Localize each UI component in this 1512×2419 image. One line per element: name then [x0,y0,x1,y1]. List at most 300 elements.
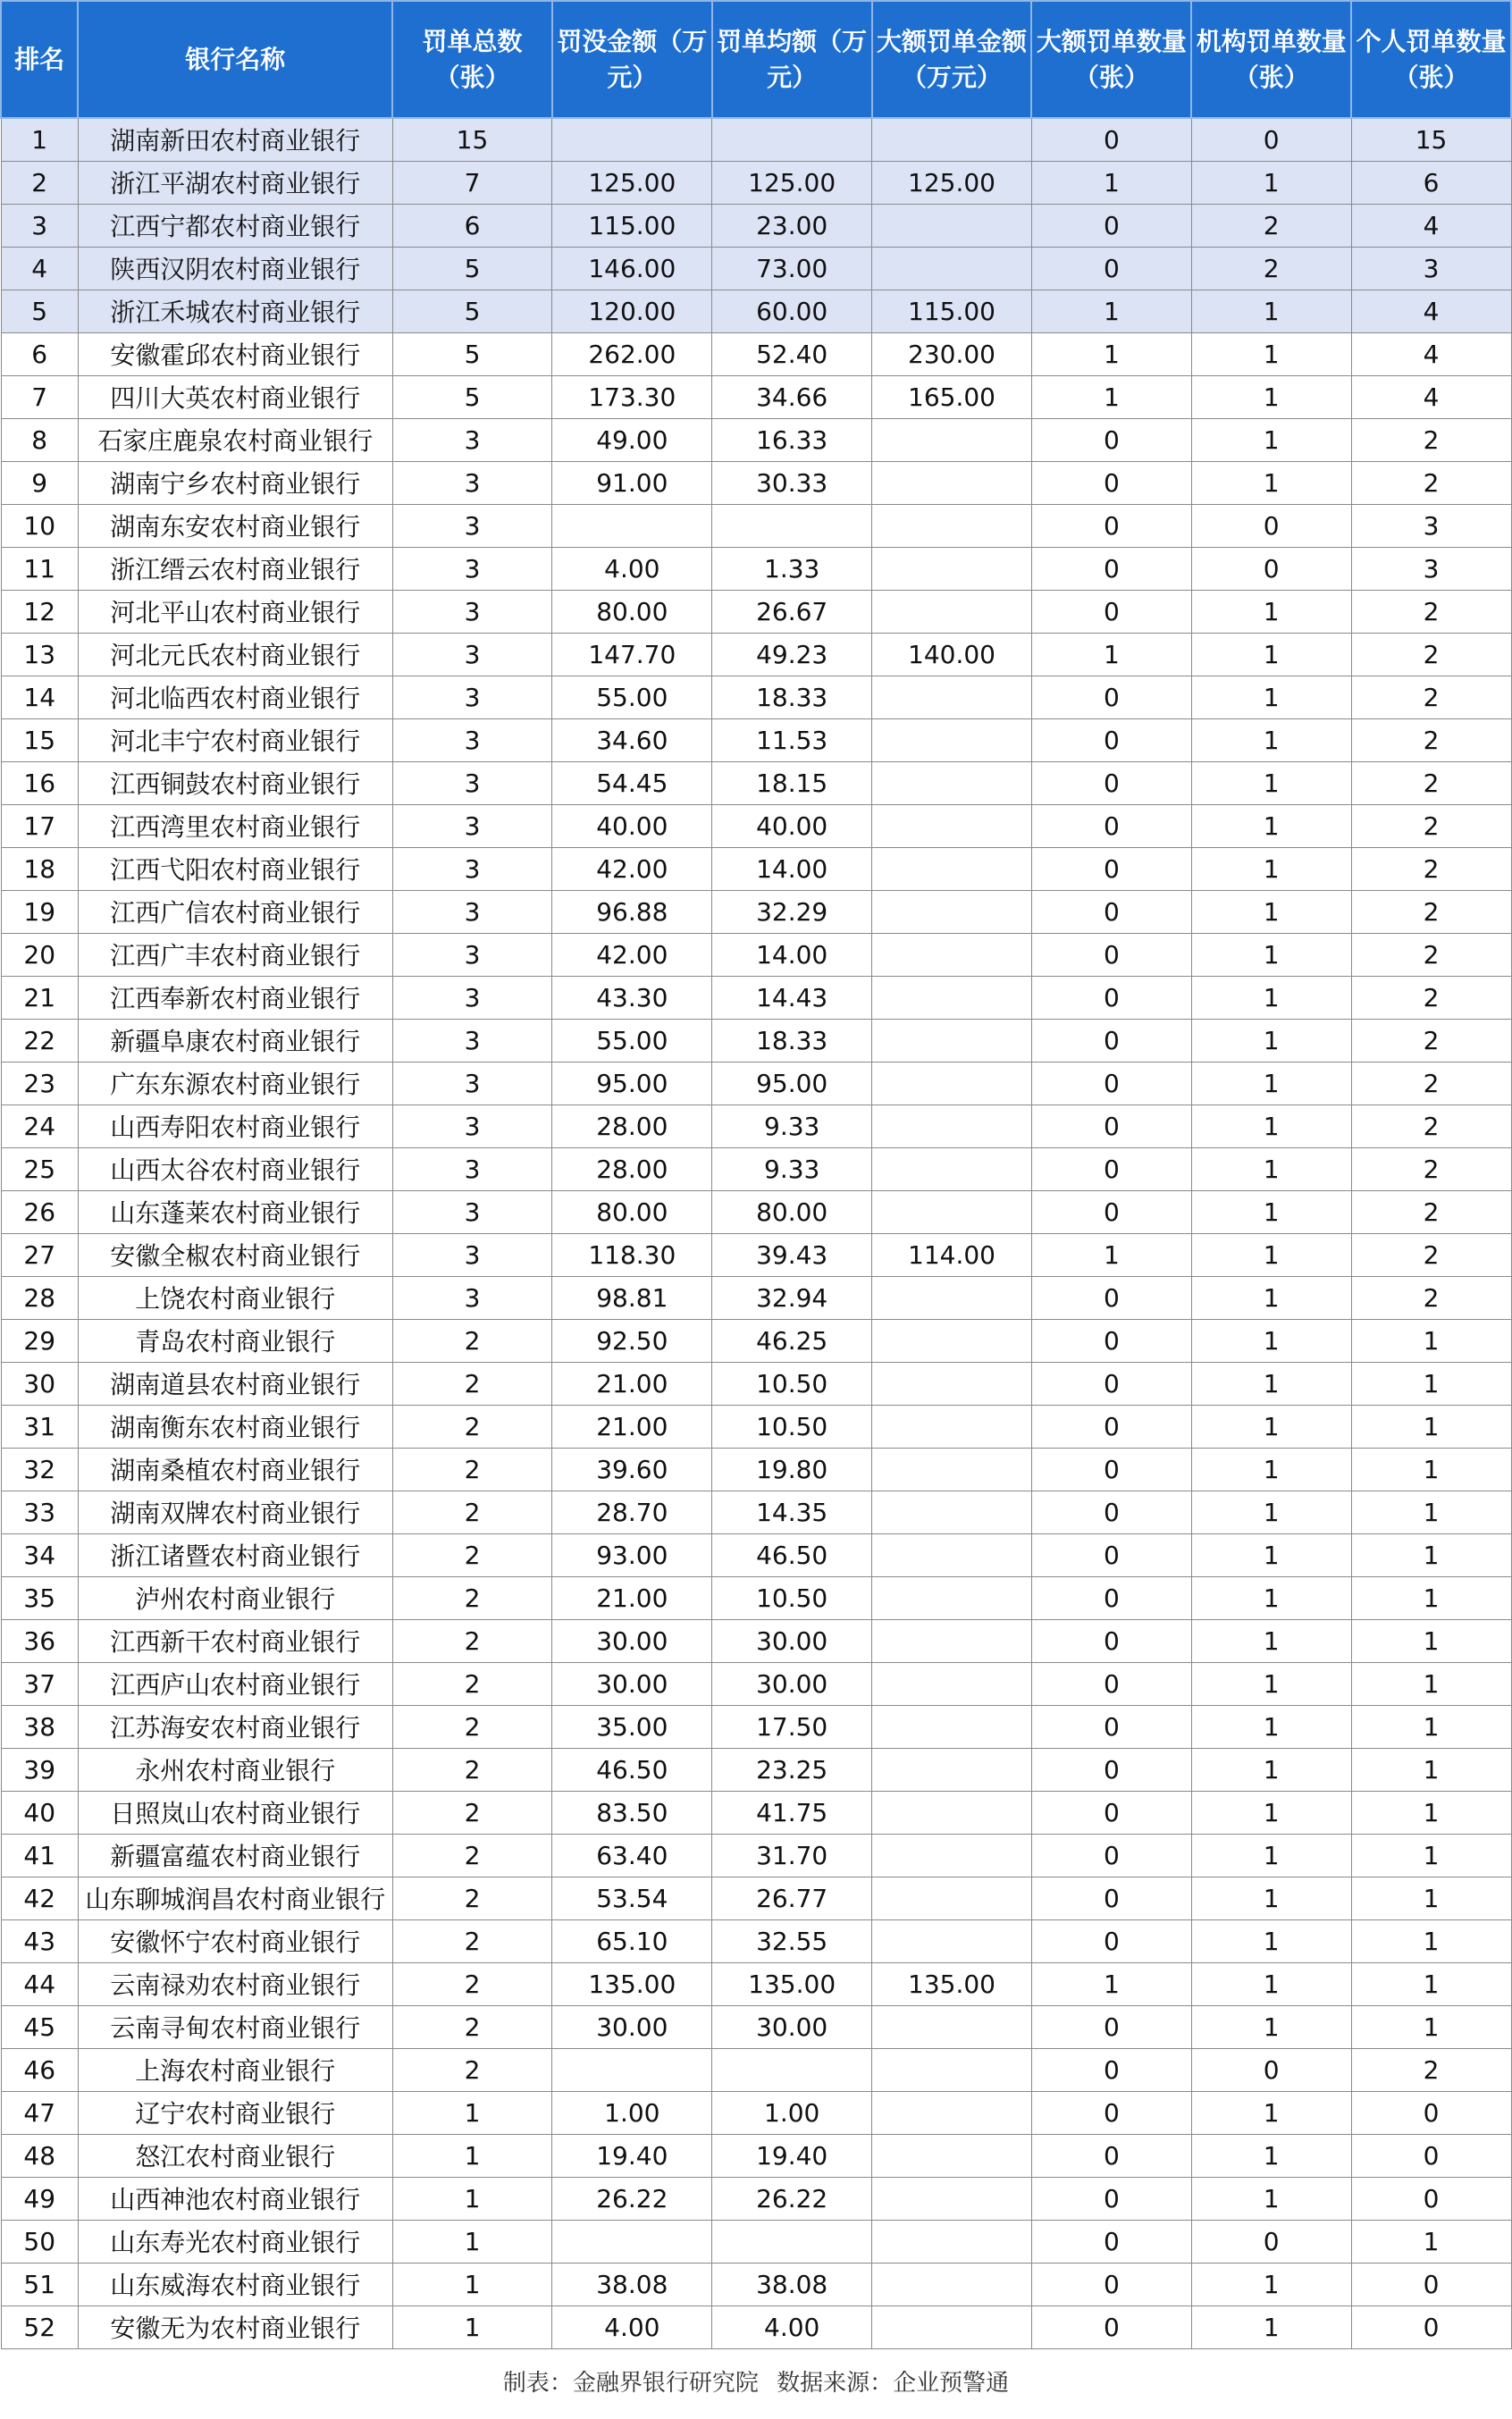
cell-large_amount [872,1533,1032,1576]
cell-person_count: 2 [1351,1276,1511,1319]
cell-rank: 44 [1,1962,78,2005]
cell-name: 辽宁农村商业银行 [78,2091,392,2134]
cell-person_count: 2 [1351,418,1511,461]
cell-large_amount [872,847,1032,890]
made-by-note: 制表：金融界银行研究院 [502,2370,759,2397]
table-row [1,676,1511,718]
cell-large_count: 0 [1031,1662,1191,1705]
cell-large_amount [872,2177,1032,2220]
cell-large_count: 0 [1031,1834,1191,1877]
cell-large_amount [872,1190,1032,1233]
cell-name: 江西广信农村商业银行 [78,890,392,933]
cell-large_count: 0 [1031,461,1191,504]
cell-rank: 31 [1,1405,78,1448]
cell-person_count: 0 [1351,2091,1511,2134]
cell-large_amount [872,1748,1032,1791]
table-row [1,1362,1511,1405]
cell-avg: 1.33 [712,547,872,590]
cell-total: 2 [392,1491,552,1533]
table-row [1,547,1511,590]
cell-avg: 18.33 [712,1019,872,1062]
table-row [1,718,1511,761]
cell-person_count: 0 [1351,2263,1511,2306]
cell-rank: 17 [1,804,78,847]
table-row [1,1105,1511,1147]
cell-avg: 11.53 [712,718,872,761]
cell-rank: 12 [1,590,78,633]
cell-avg: 40.00 [712,804,872,847]
cell-person_count: 2 [1351,676,1511,718]
cell-amount: 80.00 [552,590,712,633]
cell-name: 湖南双牌农村商业银行 [78,1491,392,1533]
cell-total: 2 [392,1962,552,2005]
cell-large_amount [872,1319,1032,1362]
cell-amount: 39.60 [552,1448,712,1491]
cell-org_count: 1 [1191,890,1351,933]
cell-org_count: 1 [1191,1190,1351,1233]
cell-rank: 49 [1,2177,78,2220]
cell-large_count: 0 [1031,1319,1191,1362]
cell-person_count: 15 [1351,118,1511,161]
cell-name: 安徽怀宁农村商业银行 [78,1919,392,1962]
cell-large_amount [872,1919,1032,1962]
table-row [1,1576,1511,1619]
cell-large_count: 0 [1031,1019,1191,1062]
cell-rank: 34 [1,1533,78,1576]
cell-person_count: 4 [1351,375,1511,418]
cell-name: 浙江禾城农村商业银行 [78,290,392,332]
cell-org_count: 1 [1191,375,1351,418]
cell-amount: 95.00 [552,1062,712,1105]
column-header-person_count: 个人罚单数量（张） [1351,1,1511,118]
cell-large_amount [872,1662,1032,1705]
cell-amount: 1.00 [552,2091,712,2134]
cell-rank: 6 [1,332,78,375]
cell-large_count: 1 [1031,290,1191,332]
cell-total: 1 [392,2177,552,2220]
cell-large_amount [872,1019,1032,1062]
cell-org_count: 1 [1191,1062,1351,1105]
table-row [1,1491,1511,1533]
cell-avg: 46.25 [712,1319,872,1362]
cell-total: 1 [392,2306,552,2348]
table-row [1,2177,1511,2220]
cell-org_count: 1 [1191,2306,1351,2348]
cell-total: 1 [392,2134,552,2177]
cell-person_count: 2 [1351,1019,1511,1062]
cell-large_count: 0 [1031,547,1191,590]
cell-large_count: 0 [1031,1619,1191,1662]
cell-large_amount [872,1576,1032,1619]
cell-org_count: 1 [1191,1619,1351,1662]
cell-large_amount [872,1877,1032,1919]
cell-amount: 83.50 [552,1791,712,1834]
cell-person_count: 3 [1351,247,1511,290]
cell-large_count: 0 [1031,1405,1191,1448]
cell-total: 5 [392,290,552,332]
cell-total: 2 [392,2048,552,2091]
cell-org_count: 1 [1191,2177,1351,2220]
cell-amount: 146.00 [552,247,712,290]
cell-amount: 21.00 [552,1576,712,1619]
cell-org_count: 1 [1191,1448,1351,1491]
cell-rank: 35 [1,1576,78,1619]
cell-total: 2 [392,1877,552,1919]
cell-rank: 45 [1,2005,78,2048]
table-row [1,1276,1511,1319]
cell-avg: 73.00 [712,247,872,290]
cell-name: 江西广丰农村商业银行 [78,933,392,976]
cell-name: 四川大英农村商业银行 [78,375,392,418]
cell-name: 怒江农村商业银行 [78,2134,392,2177]
cell-avg: 26.67 [712,590,872,633]
cell-amount: 21.00 [552,1362,712,1405]
cell-large_amount: 135.00 [872,1962,1032,2005]
cell-rank: 13 [1,633,78,676]
cell-large_count: 0 [1031,1919,1191,1962]
cell-org_count: 0 [1191,2048,1351,2091]
cell-org_count: 1 [1191,1147,1351,1190]
cell-large_count: 0 [1031,1877,1191,1919]
cell-avg [712,2220,872,2263]
cell-avg [712,118,872,161]
cell-rank: 52 [1,2306,78,2348]
cell-total: 3 [392,1062,552,1105]
cell-rank: 9 [1,461,78,504]
cell-person_count: 1 [1351,1834,1511,1877]
cell-large_count: 0 [1031,804,1191,847]
cell-total: 3 [392,761,552,804]
cell-total: 3 [392,590,552,633]
cell-rank: 50 [1,2220,78,2263]
cell-org_count: 0 [1191,2220,1351,2263]
table-row [1,2048,1511,2091]
cell-avg: 16.33 [712,418,872,461]
cell-avg: 10.50 [712,1405,872,1448]
table-row [1,204,1511,247]
cell-org_count: 2 [1191,247,1351,290]
cell-large_count: 0 [1031,1362,1191,1405]
cell-large_amount [872,1362,1032,1405]
cell-total: 7 [392,161,552,204]
cell-total: 3 [392,890,552,933]
cell-person_count: 4 [1351,204,1511,247]
table-row [1,1319,1511,1362]
cell-name: 石家庄鹿泉农村商业银行 [78,418,392,461]
cell-total: 3 [392,504,552,547]
cell-total: 2 [392,1576,552,1619]
cell-person_count: 3 [1351,504,1511,547]
cell-name: 山西太谷农村商业银行 [78,1147,392,1190]
cell-name: 浙江诸暨农村商业银行 [78,1533,392,1576]
cell-avg: 41.75 [712,1791,872,1834]
cell-large_amount: 114.00 [872,1233,1032,1276]
cell-amount: 19.40 [552,2134,712,2177]
cell-large_amount [872,1705,1032,1748]
cell-person_count: 1 [1351,1748,1511,1791]
cell-large_count: 0 [1031,890,1191,933]
cell-avg: 49.23 [712,633,872,676]
cell-large_count: 0 [1031,590,1191,633]
cell-amount: 28.00 [552,1147,712,1190]
cell-amount: 54.45 [552,761,712,804]
cell-total: 1 [392,2263,552,2306]
cell-amount: 42.00 [552,933,712,976]
cell-rank: 33 [1,1491,78,1533]
cell-person_count: 2 [1351,1190,1511,1233]
cell-rank: 1 [1,118,78,161]
cell-large_count: 0 [1031,1576,1191,1619]
cell-org_count: 1 [1191,461,1351,504]
cell-avg: 31.70 [712,1834,872,1877]
cell-rank: 51 [1,2263,78,2306]
cell-avg: 17.50 [712,1705,872,1748]
cell-large_amount [872,1147,1032,1190]
cell-name: 安徽全椒农村商业银行 [78,1233,392,1276]
cell-rank: 20 [1,933,78,976]
cell-name: 江西新干农村商业银行 [78,1619,392,1662]
cell-large_count: 0 [1031,1062,1191,1105]
cell-name: 浙江缙云农村商业银行 [78,547,392,590]
cell-rank: 32 [1,1448,78,1491]
table-footer [0,2348,1512,2419]
cell-amount: 93.00 [552,1533,712,1576]
cell-org_count: 1 [1191,1705,1351,1748]
cell-name: 江西奉新农村商业银行 [78,976,392,1019]
cell-rank: 25 [1,1147,78,1190]
cell-org_count: 1 [1191,1533,1351,1576]
table-row [1,2134,1511,2177]
cell-avg [712,2048,872,2091]
cell-amount: 55.00 [552,676,712,718]
column-header-amount: 罚没金额（万元） [552,1,712,118]
cell-amount: 38.08 [552,2263,712,2306]
cell-org_count: 2 [1191,204,1351,247]
cell-org_count: 1 [1191,1491,1351,1533]
table-row [1,504,1511,547]
cell-large_count: 0 [1031,504,1191,547]
cell-avg: 30.00 [712,1662,872,1705]
cell-rank: 5 [1,290,78,332]
cell-person_count: 4 [1351,290,1511,332]
column-header-avg: 罚单均额（万元） [712,1,872,118]
cell-name: 云南禄劝农村商业银行 [78,1962,392,2005]
cell-person_count: 1 [1351,1962,1511,2005]
table-row [1,1405,1511,1448]
cell-total: 3 [392,718,552,761]
table-row [1,1533,1511,1576]
cell-amount: 46.50 [552,1748,712,1791]
cell-amount: 30.00 [552,2005,712,2048]
cell-name: 江西铜鼓农村商业银行 [78,761,392,804]
cell-rank: 22 [1,1019,78,1062]
cell-large_amount [872,1619,1032,1662]
cell-name: 河北临西农村商业银行 [78,676,392,718]
cell-large_amount [872,890,1032,933]
cell-person_count: 1 [1351,1362,1511,1405]
table-row [1,247,1511,290]
cell-name: 陕西汉阴农村商业银行 [78,247,392,290]
cell-org_count: 1 [1191,1276,1351,1319]
column-header-large_count: 大额罚单数量（张） [1031,1,1191,118]
cell-org_count: 0 [1191,547,1351,590]
cell-name: 新疆富蕴农村商业银行 [78,1834,392,1877]
cell-large_count: 0 [1031,2134,1191,2177]
cell-total: 2 [392,2005,552,2048]
cell-amount: 28.00 [552,1105,712,1147]
cell-person_count: 0 [1351,2134,1511,2177]
cell-amount: 26.22 [552,2177,712,2220]
cell-rank: 3 [1,204,78,247]
table-row [1,847,1511,890]
cell-avg: 32.29 [712,890,872,933]
cell-large_amount [872,590,1032,633]
cell-org_count: 1 [1191,1319,1351,1362]
cell-avg: 95.00 [712,1062,872,1105]
cell-total: 3 [392,676,552,718]
table-row [1,375,1511,418]
cell-amount: 65.10 [552,1919,712,1962]
cell-amount: 4.00 [552,547,712,590]
cell-large_count: 0 [1031,976,1191,1019]
cell-person_count: 2 [1351,1062,1511,1105]
cell-large_count: 0 [1031,2177,1191,2220]
cell-total: 3 [392,1190,552,1233]
cell-amount: 92.50 [552,1319,712,1362]
cell-large_amount: 165.00 [872,375,1032,418]
cell-amount: 63.40 [552,1834,712,1877]
cell-total: 15 [392,118,552,161]
cell-total: 3 [392,933,552,976]
table-row [1,2306,1511,2348]
cell-avg: 26.22 [712,2177,872,2220]
cell-person_count: 2 [1351,2048,1511,2091]
table-row [1,933,1511,976]
cell-person_count: 2 [1351,976,1511,1019]
cell-large_amount [872,2048,1032,2091]
cell-large_count: 0 [1031,1748,1191,1791]
cell-name: 泸州农村商业银行 [78,1576,392,1619]
cell-avg: 30.00 [712,1619,872,1662]
cell-rank: 26 [1,1190,78,1233]
cell-avg: 9.33 [712,1105,872,1147]
cell-name: 永州农村商业银行 [78,1748,392,1791]
cell-total: 2 [392,1662,552,1705]
cell-large_count: 0 [1031,2091,1191,2134]
table-row [1,804,1511,847]
cell-person_count: 2 [1351,890,1511,933]
table-row [1,1448,1511,1491]
cell-name: 广东东源农村商业银行 [78,1062,392,1105]
cell-large_amount: 140.00 [872,633,1032,676]
cell-person_count: 1 [1351,1319,1511,1362]
table-body [1,118,1511,2348]
cell-large_amount [872,247,1032,290]
cell-person_count: 1 [1351,1919,1511,1962]
cell-large_count: 0 [1031,933,1191,976]
data-source-note: 数据来源：企业预警通 [777,2370,1010,2397]
cell-org_count: 1 [1191,590,1351,633]
cell-name: 山东蓬莱农村商业银行 [78,1190,392,1233]
column-header-org_count: 机构罚单数量（张） [1191,1,1351,118]
cell-name: 山东寿光农村商业银行 [78,2220,392,2263]
cell-large_amount [872,1448,1032,1491]
cell-large_amount [872,2220,1032,2263]
cell-large_amount [872,718,1032,761]
cell-amount: 40.00 [552,804,712,847]
cell-avg: 32.55 [712,1919,872,1962]
cell-amount: 120.00 [552,290,712,332]
cell-rank: 40 [1,1791,78,1834]
cell-large_count: 0 [1031,1276,1191,1319]
cell-person_count: 2 [1351,933,1511,976]
cell-amount: 55.00 [552,1019,712,1062]
table-row [1,1791,1511,1834]
cell-large_amount [872,1405,1032,1448]
cell-org_count: 1 [1191,1748,1351,1791]
cell-amount: 30.00 [552,1662,712,1705]
cell-large_count: 0 [1031,247,1191,290]
cell-rank: 29 [1,1319,78,1362]
cell-total: 2 [392,1834,552,1877]
cell-org_count: 1 [1191,804,1351,847]
cell-org_count: 1 [1191,2263,1351,2306]
cell-total: 2 [392,1748,552,1791]
table-row [1,1619,1511,1662]
cell-person_count: 1 [1351,1619,1511,1662]
cell-rank: 7 [1,375,78,418]
cell-amount: 262.00 [552,332,712,375]
cell-name: 江苏海安农村商业银行 [78,1705,392,1748]
cell-large_amount [872,2005,1032,2048]
cell-total: 2 [392,1362,552,1405]
cell-person_count: 2 [1351,1147,1511,1190]
cell-amount [552,2048,712,2091]
cell-person_count: 2 [1351,718,1511,761]
cell-amount: 28.70 [552,1491,712,1533]
table-row [1,890,1511,933]
cell-name: 江西庐山农村商业银行 [78,1662,392,1705]
cell-name: 上饶农村商业银行 [78,1276,392,1319]
cell-rank: 42 [1,1877,78,1919]
cell-rank: 21 [1,976,78,1019]
cell-org_count: 1 [1191,1576,1351,1619]
table-row [1,1233,1511,1276]
cell-amount: 135.00 [552,1962,712,2005]
cell-avg [712,504,872,547]
cell-rank: 4 [1,247,78,290]
cell-avg: 10.50 [712,1362,872,1405]
cell-large_amount [872,1491,1032,1533]
cell-large_count: 0 [1031,1705,1191,1748]
table-row [1,1748,1511,1791]
cell-name: 安徽霍邱农村商业银行 [78,332,392,375]
cell-large_count: 0 [1031,1791,1191,1834]
cell-avg: 9.33 [712,1147,872,1190]
cell-rank: 37 [1,1662,78,1705]
cell-org_count: 1 [1191,676,1351,718]
table-row [1,1834,1511,1877]
cell-person_count: 6 [1351,161,1511,204]
cell-name: 湖南道县农村商业银行 [78,1362,392,1405]
cell-rank: 38 [1,1705,78,1748]
cell-org_count: 1 [1191,1405,1351,1448]
cell-org_count: 1 [1191,290,1351,332]
cell-org_count: 1 [1191,1877,1351,1919]
cell-name: 山西神池农村商业银行 [78,2177,392,2220]
table-row [1,118,1511,161]
cell-large_amount [872,1834,1032,1877]
